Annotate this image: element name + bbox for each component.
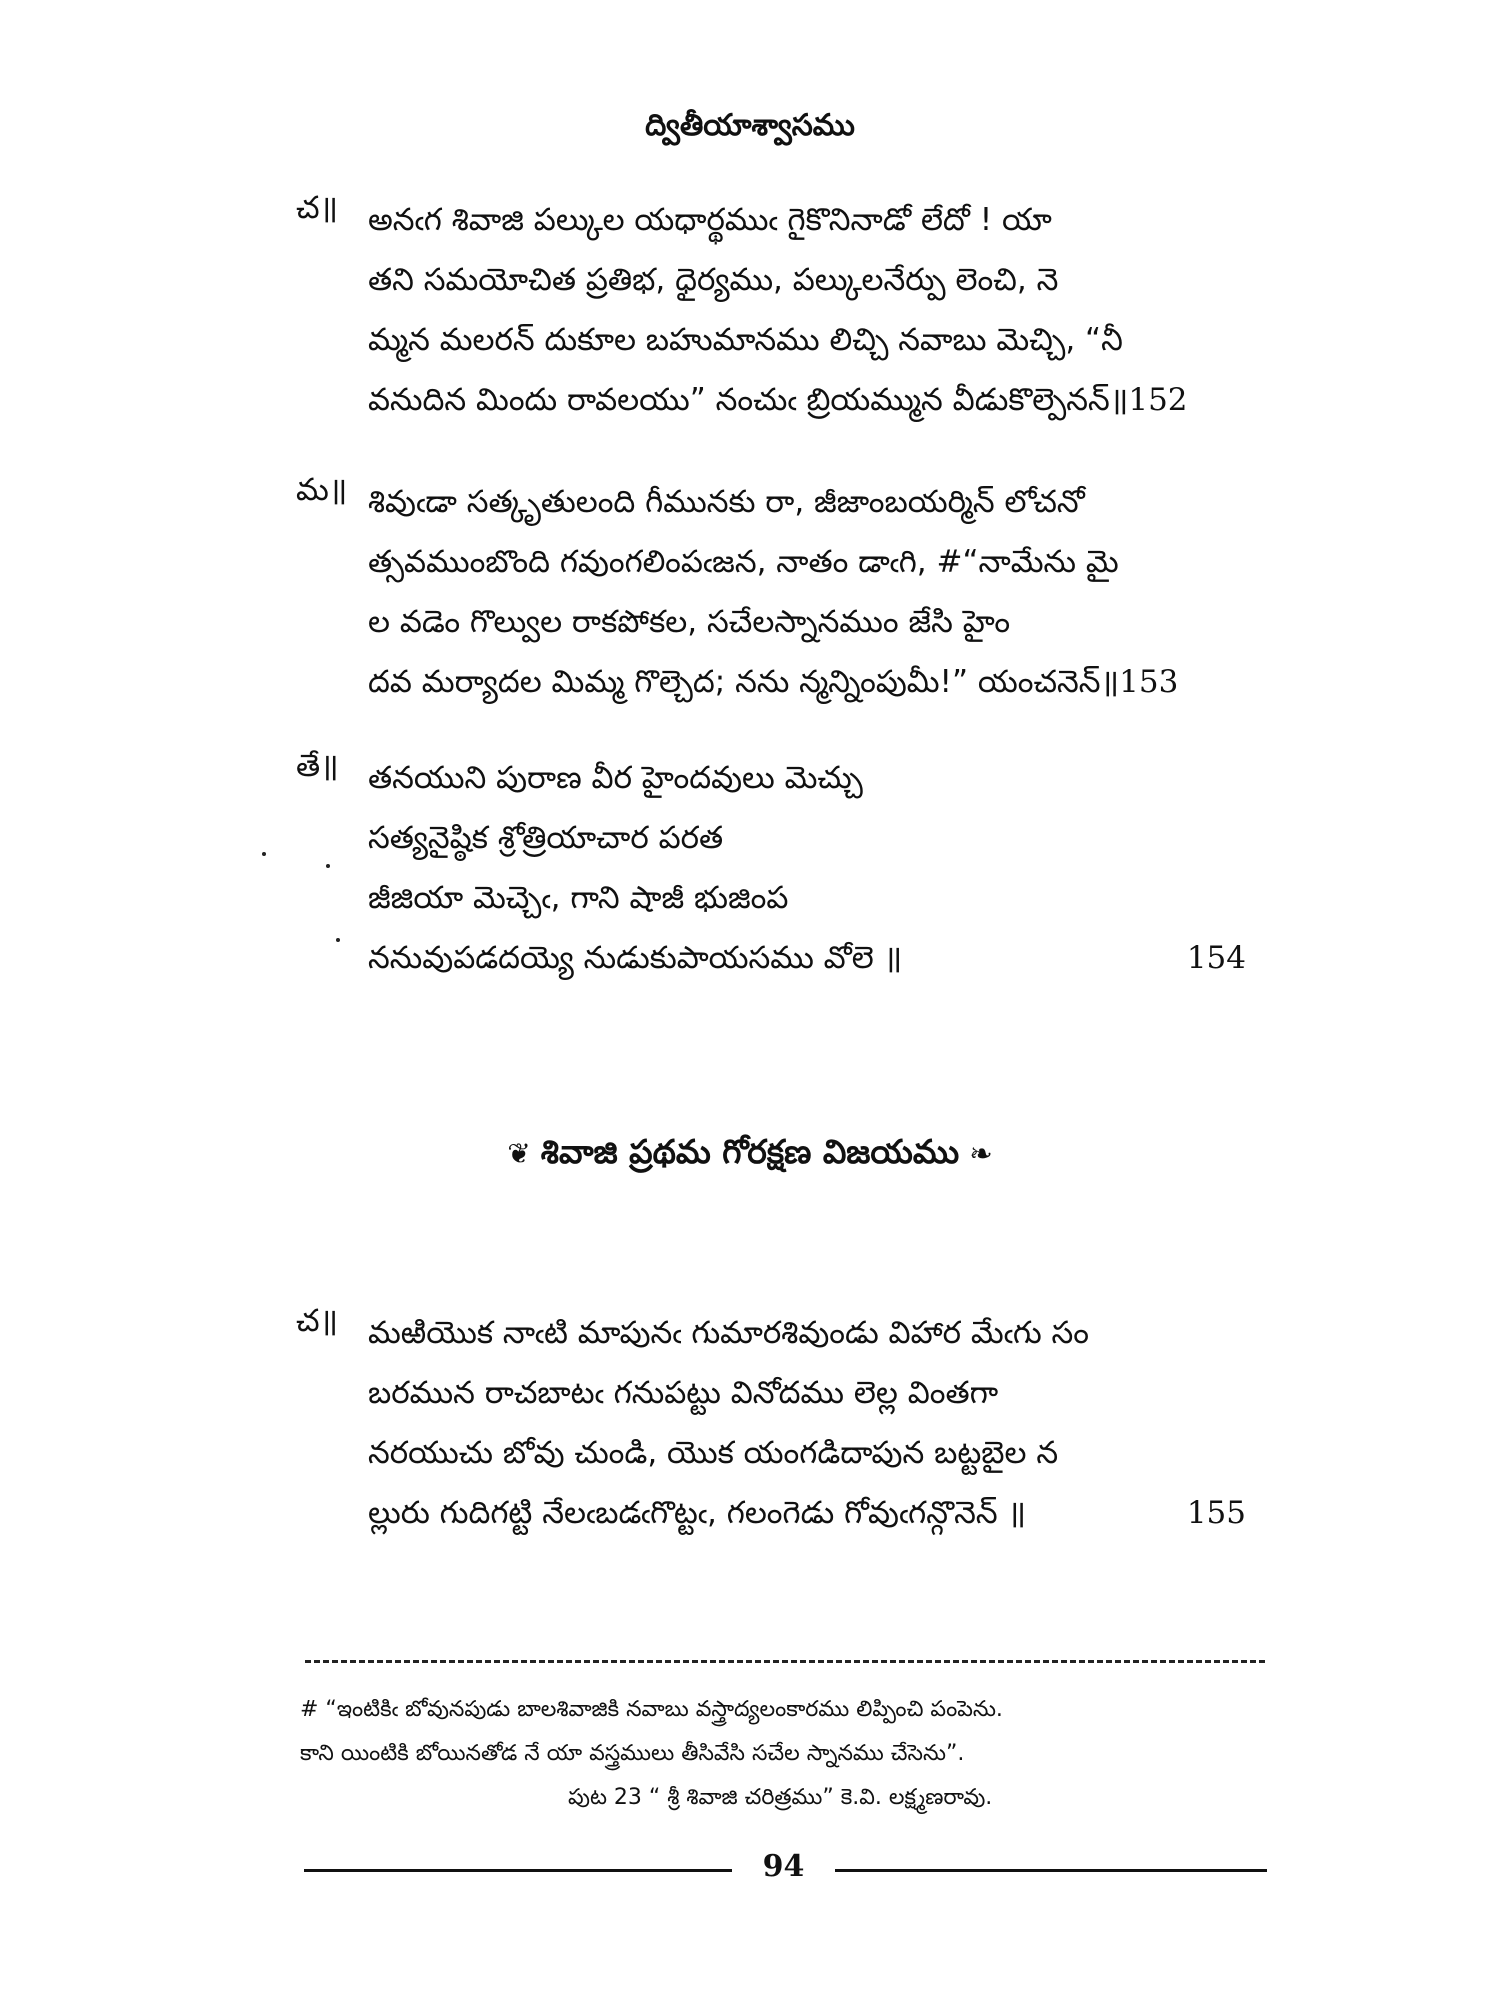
verse-line-text: వనుదిన మిందు రావలయు” నంచుఁ బ్రియమ్మున వీడుకొల్పెనన్॥ <box>368 382 1129 418</box>
stray-dot <box>262 852 266 856</box>
footnote-divider <box>305 1660 1265 1663</box>
verse-line-last <box>368 928 1256 988</box>
meter-marker: చ॥ <box>296 1303 339 1339</box>
meter-marker: చ॥ <box>296 190 339 226</box>
footnote-line: # “ఇంటికిఁ బోవునపుడు బాలశివాజికి నవాబు వస్త్రాద్యలంకారము లిప్పించి పంపెను. <box>300 1697 1003 1722</box>
ornament-left-icon: ❦ <box>507 1137 531 1170</box>
verse-line-text: ననువుపడదయ్యె నుడుకుపాయసము వోలె ॥ <box>368 940 903 976</box>
meter-marker: తే॥ <box>296 748 339 784</box>
ornament-right-icon: ❧ <box>969 1137 993 1170</box>
verse-line-text: ల్లురు గుదిగట్టి నేలఁబడఁగొట్టఁ, గలంగెడు గోవుఁగన్గొనెన్ ॥ <box>368 1495 1027 1531</box>
stray-dot <box>336 938 340 942</box>
verse-line: నరయుచు బోవు చుండి, యొక యంగడిదాపున బట్టబైల న <box>368 1435 1059 1471</box>
verse-line: త్సవముంబొంది గవుంగలింపఁజన, నాతం డాఁగి, #“నామేను మై <box>368 544 1119 580</box>
section-title <box>0 1132 1500 1179</box>
section-title-text: శివాజి ప్రథమ గోరక్షణ విజయము <box>540 1132 960 1171</box>
page-number: 94 <box>762 1849 805 1884</box>
meter-marker: మ॥ <box>296 472 348 508</box>
verse-line-text: దవ మర్యాదల మిమ్మ గొల్చెద; నను న్మన్నింపుమీ!” యంచనెన్॥ <box>368 664 1120 700</box>
verse-line-last <box>368 1483 1256 1543</box>
page-header: ద్వితీయాశ్వాసము <box>645 108 855 143</box>
footnote <box>300 1688 1260 1820</box>
verse-line-last <box>368 652 1256 712</box>
verse-line: సత్యనైష్ఠిక శ్రోత్రియాచార పరత <box>368 820 724 856</box>
verse-line: తని సమయోచిత ప్రతిభ, ధైర్యము, పల్కులనేర్పు లెంచి, నె <box>368 262 1059 298</box>
footnote-source: పుట 23 “ శ్రీ శివాజి చరిత్రము” కె.వి. లక్ష్మణరావు. <box>568 1785 993 1810</box>
stray-dot <box>326 864 330 868</box>
footnote-line: కాని యింటికి బోయినతోడ నే యా వస్త్రములు తీసివేసి సచేల స్నానము చేసెను”. <box>300 1741 965 1766</box>
verse-line-last <box>368 370 1256 430</box>
verse-line: ల వడెం గొల్వుల రాకపోకల, సచేలస్నానముం జేసి హైం <box>368 604 1011 640</box>
verse-line: బరమున రాచబాటఁ గనుపట్టు వినోదము లెల్ల వింతగా <box>368 1375 999 1411</box>
stanza-153 <box>296 472 1256 712</box>
verse-line: మఱియొక నాఁటి మాపునఁ గుమారశివుండు విహార మేఁగు సం <box>368 1315 1090 1351</box>
verse-number: 155 <box>1186 1495 1246 1531</box>
verse-number: 153 <box>1119 664 1179 700</box>
page-number-rule-right <box>835 1869 1267 1872</box>
stanza-155 <box>296 1303 1256 1543</box>
page-number-rule-left <box>304 1869 732 1872</box>
stanza-154 <box>296 748 1256 988</box>
verse-line: అనఁగ శివాజి పల్కుల యధార్థముఁ గైకొనినాడో లేదో ! యా <box>368 202 1052 238</box>
verse-number: 152 <box>1128 382 1188 418</box>
verse-line: తనయుని పురాణ వీర హైందవులు మెచ్చు <box>368 760 863 796</box>
stanza-152 <box>296 190 1256 430</box>
verse-line: శివుఁడా సత్కృతులంది గీమునకు రా, జీజాంబయర్మిన్ లోచనో <box>368 484 1085 520</box>
verse-line: మ్మన మలరన్ దుకూల బహుమానము లిచ్చి నవాబు మెచ్చి, “నీ <box>368 322 1123 358</box>
verse-number: 154 <box>1186 940 1246 976</box>
verse-line: జీజియా మెచ్చెఁ, గాని షాజీ భుజింప <box>368 880 789 916</box>
